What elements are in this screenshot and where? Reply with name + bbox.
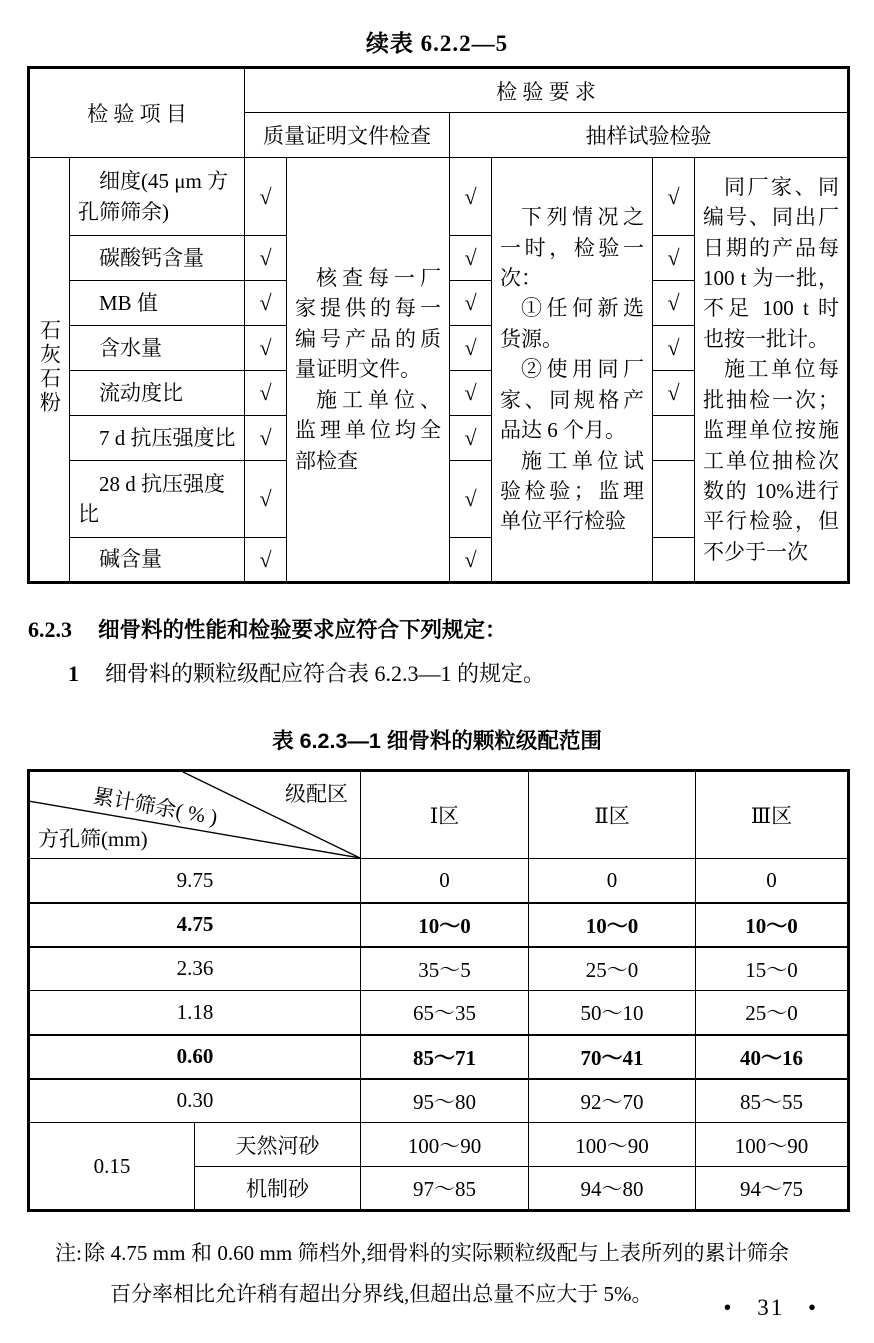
subclause-number: 1 xyxy=(68,661,79,686)
zone1-value: 100～90 xyxy=(361,1123,529,1167)
diagonal-header-cell xyxy=(29,771,361,859)
zone1-value: 10～0 xyxy=(361,903,529,947)
item-label: 28 d 抗压强度比 xyxy=(70,461,245,538)
table-row xyxy=(29,1123,849,1167)
zone1-value: 97～85 xyxy=(361,1167,529,1211)
gradation-table-title: 表 6.2.3—1 细骨料的颗粒级配范围 xyxy=(272,729,602,753)
subclause-text: 细骨料的颗粒级配应符合表 6.2.3—1 的规定。 xyxy=(105,661,546,686)
zone1-value: 85～71 xyxy=(361,1035,529,1079)
continuation-table-title: 续表 6.2.2—5 xyxy=(365,31,509,56)
checkmark: √ xyxy=(245,416,287,461)
gradation-range-table xyxy=(27,769,850,1212)
checkmark: √ xyxy=(450,236,492,281)
sieve-size: 0.15 xyxy=(29,1123,195,1211)
zone3-value: 15～0 xyxy=(696,947,849,991)
corner-label-sieve: 方孔筛(mm) xyxy=(38,827,148,851)
clause-number: 6.2.3 xyxy=(28,617,72,642)
table-row xyxy=(29,1035,849,1079)
zone3-value: 94～75 xyxy=(696,1167,849,1211)
doc-check-description xyxy=(287,158,450,583)
zone2-value: 100～90 xyxy=(529,1123,696,1167)
inspection-requirements-table xyxy=(27,66,850,584)
table-row xyxy=(29,991,849,1035)
checkmark: √ xyxy=(245,326,287,371)
checkmark: √ xyxy=(653,281,695,326)
zone3-value: 40～16 xyxy=(696,1035,849,1079)
checkmark: √ xyxy=(450,371,492,416)
sieve-size: 0.30 xyxy=(29,1079,361,1123)
checkmark: √ xyxy=(245,371,287,416)
zone1-value: 0 xyxy=(361,859,529,903)
zone2-value: 25～0 xyxy=(529,947,696,991)
sieve-size: 0.60 xyxy=(29,1035,361,1079)
doc-desc-paragraph: 施工单位、监理单位均全部检查 xyxy=(295,387,441,473)
zone1-value: 95～80 xyxy=(361,1079,529,1123)
batch-rule-description xyxy=(695,158,849,583)
zone-header: Ⅲ区 xyxy=(696,771,849,859)
item-label: 碱含量 xyxy=(70,538,245,583)
table-row xyxy=(29,158,849,236)
checkmark xyxy=(653,538,695,583)
corner-label-zone: 级配区 xyxy=(285,782,348,806)
checkmark: √ xyxy=(450,461,492,538)
checkmark: √ xyxy=(245,281,287,326)
item-label: 流动度比 xyxy=(70,371,245,416)
sand-type: 机制砂 xyxy=(195,1167,361,1211)
checkmark: √ xyxy=(450,158,492,236)
table-row xyxy=(29,1079,849,1123)
material-group-cell xyxy=(29,158,70,583)
checkmark: √ xyxy=(450,538,492,583)
sample-desc-paragraph: 下列情况之一时，检验一次： xyxy=(500,205,644,290)
checkmark: √ xyxy=(245,236,287,281)
checkmark: √ xyxy=(450,326,492,371)
table1-header-row-1 xyxy=(29,68,849,113)
zone3-value: 0 xyxy=(696,859,849,903)
doc-desc-paragraph: 核查每一厂家提供的每一编号产品的质量证明文件。 xyxy=(295,265,441,382)
table-footnote xyxy=(27,1233,789,1315)
note-text: 除 4.75 mm 和 0.60 mm 筛档外,细骨料的实际颗粒级配与上表所列的累计筛余百分率相比允许稍有超出分界线,但超出总量不应大于 5%。 xyxy=(83,1241,789,1306)
zone2-value: 50～10 xyxy=(529,991,696,1035)
checkmark: √ xyxy=(653,158,695,236)
table-row xyxy=(29,947,849,991)
item-label: 碳酸钙含量 xyxy=(70,236,245,281)
sample-check-description xyxy=(492,158,653,583)
table-row xyxy=(29,859,849,903)
sieve-size: 4.75 xyxy=(29,903,361,947)
subclause-1 xyxy=(68,657,874,688)
item-label: 7 d 抗压强度比 xyxy=(70,416,245,461)
sample-desc-paragraph: ①任何新选货源。 xyxy=(500,296,644,351)
item-label: 含水量 xyxy=(70,326,245,371)
sieve-size: 1.18 xyxy=(29,991,361,1035)
header-sample-check: 抽样试验检验 xyxy=(450,113,849,158)
checkmark: √ xyxy=(653,371,695,416)
header-doc-check: 质量证明文件检查 xyxy=(245,113,450,158)
zone1-value: 35～5 xyxy=(361,947,529,991)
page-number: • 31 • xyxy=(723,1295,818,1320)
clause-6-2-3 xyxy=(28,613,874,644)
zone2-value: 92～70 xyxy=(529,1079,696,1123)
item-label: 细度(45 μm 方孔筛筛余) xyxy=(70,158,245,236)
sample-desc-paragraph: 施工单位试验检验；监理单位平行检验 xyxy=(500,448,644,534)
sand-type: 天然河砂 xyxy=(195,1123,361,1167)
batch-desc-paragraph: 同厂家、同编号、同出厂日期的产品每 100 t 为一批，不足 100 t 时也按一批计。 xyxy=(703,174,840,351)
sample-desc-paragraph: ②使用同厂家、同规格产品达 6 个月。 xyxy=(500,357,644,443)
corner-label-cumulative-residue: 累计筛余( % ) xyxy=(91,783,220,830)
checkmark xyxy=(653,416,695,461)
table2-header-row xyxy=(29,771,849,859)
checkmark xyxy=(653,461,695,538)
zone3-value: 85～55 xyxy=(696,1079,849,1123)
table-row xyxy=(29,903,849,947)
material-group-label: 石灰石粉 xyxy=(37,318,62,415)
zone3-value: 100～90 xyxy=(696,1123,849,1167)
zone3-value: 25～0 xyxy=(696,991,849,1035)
zone3-value: 10～0 xyxy=(696,903,849,947)
header-inspection-requirement: 检 验 要 求 xyxy=(245,68,849,113)
zone2-value: 70～41 xyxy=(529,1035,696,1079)
batch-desc-paragraph: 施工单位每批抽检一次；监理单位按施工单位抽检次数的 10%进行平行检验，但不少于一次 xyxy=(703,357,840,564)
header-inspection-item: 检 验 项 目 xyxy=(29,68,245,158)
checkmark: √ xyxy=(245,461,287,538)
zone1-value: 65～35 xyxy=(361,991,529,1035)
zone-header: Ⅱ区 xyxy=(529,771,696,859)
checkmark: √ xyxy=(653,326,695,371)
checkmark: √ xyxy=(245,158,287,236)
item-label: MB 值 xyxy=(70,281,245,326)
sieve-size: 2.36 xyxy=(29,947,361,991)
sieve-size: 9.75 xyxy=(29,859,361,903)
checkmark: √ xyxy=(450,416,492,461)
checkmark: √ xyxy=(245,538,287,583)
checkmark: √ xyxy=(653,236,695,281)
clause-text: 细骨料的性能和检验要求应符合下列规定： xyxy=(98,618,507,642)
zone2-value: 10～0 xyxy=(529,903,696,947)
checkmark: √ xyxy=(450,281,492,326)
zone2-value: 0 xyxy=(529,859,696,903)
zone2-value: 94～80 xyxy=(529,1167,696,1211)
note-label: 注: xyxy=(55,1241,82,1265)
zone-header: Ⅰ区 xyxy=(361,771,529,859)
